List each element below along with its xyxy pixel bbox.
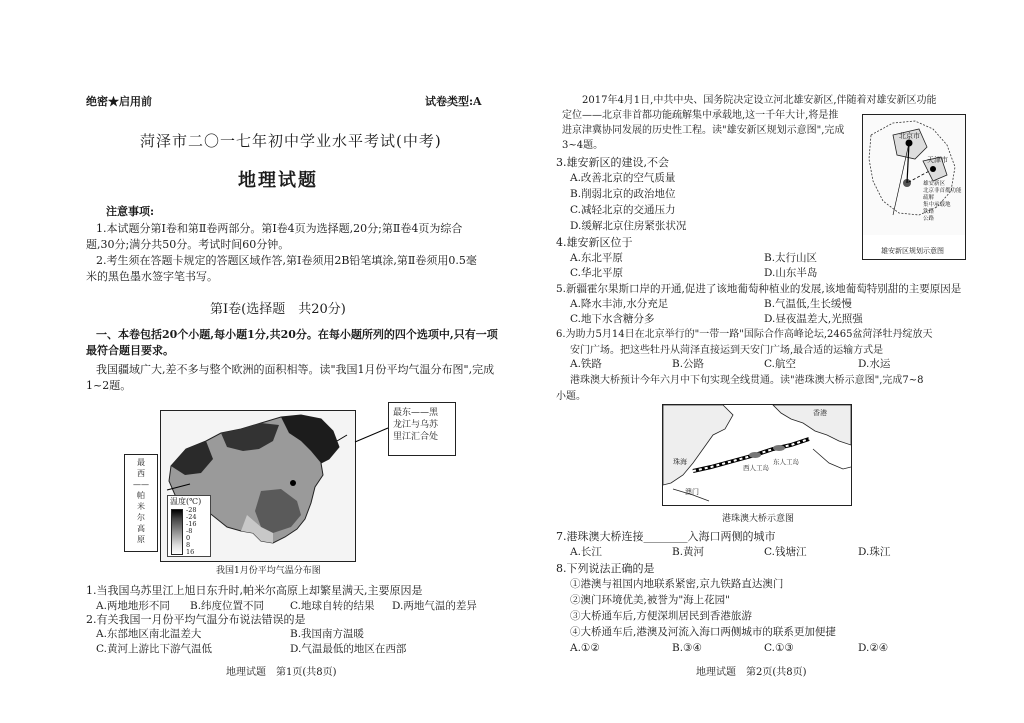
label-hongkong: 香港 [813, 409, 827, 417]
q8-statement: ②澳门环境优美,被誉为"海上花园" [570, 594, 730, 606]
legend-values [186, 507, 196, 556]
xiongan-map-caption: 雄安新区规划示意图 [881, 247, 944, 255]
q8-option-d[interactable]: D.②④ [858, 642, 889, 654]
section-instruction: 一、本卷包括20个小题,每小题1分,共20分。在每小题所列的四个选项中,只有一项 [96, 328, 498, 341]
label-beijing: 北京市 [899, 132, 920, 140]
q8-statement: ④大桥通车后,港澳及河流入海口两侧城市的联系更加便捷 [570, 626, 836, 638]
xiongan-intro: 3~4题。 [562, 140, 604, 151]
xiongan-legend-item: 公路 [923, 216, 935, 222]
legend-value: 8 [186, 541, 191, 549]
q8-statement: ①港澳与祖国内地联系紧密,京九铁路直达澳门 [570, 578, 784, 590]
q5-option-d[interactable]: D.昼夜温差大,光照强 [764, 313, 863, 325]
question-intro: 我国疆域广大,差不多与整个欧洲的面积相等。读"我国1月份平均气温分布图",完成 [96, 363, 495, 376]
label-east-island: 东人工岛 [773, 458, 799, 466]
label-tianjin: 天津市 [927, 156, 948, 164]
legend-color-ramp [171, 509, 183, 555]
q3-option-a[interactable]: A.改善北京的空气质量 [570, 172, 676, 184]
q6-option-b[interactable]: B.公路 [672, 358, 705, 370]
question-3: 3.雄安新区的建设,不会 [556, 156, 669, 169]
label-zhuhai: 珠海 [673, 458, 687, 466]
q8-option-a[interactable]: A.①② [570, 642, 600, 654]
callout-west [124, 454, 158, 552]
q5-option-c[interactable]: C.地下水含糖分多 [570, 313, 655, 325]
bridge-intro: 港珠澳大桥预计今年六月中下旬实现全线贯通。读"港珠澳大桥示意图",完成7~8 [570, 375, 924, 386]
section-instruction: 最符合题目要求。 [86, 344, 174, 357]
callout-west-char: —— [133, 480, 149, 489]
question-4: 4.雄安新区位于 [556, 236, 633, 249]
confidential-label: 绝密★启用前 [86, 95, 152, 108]
right-page [512, 0, 1024, 723]
q6-option-d[interactable]: D.水运 [858, 358, 891, 370]
q4-option-b[interactable]: B.太行山区 [764, 252, 818, 264]
q1-option-c[interactable]: C.地球自转的结果 [290, 600, 375, 612]
bridge-intro: 小题。 [556, 391, 586, 402]
bridge-map-caption: 港珠澳大桥示意图 [722, 514, 795, 524]
legend-title: 温度(℃) [170, 497, 202, 506]
callout-west-char: 帕 [137, 491, 145, 500]
part-one-title: 第Ⅰ卷(选择题 共20分) [210, 302, 346, 317]
q7-option-a[interactable]: A.长江 [570, 546, 602, 558]
callout-east-line: 最东——黑 [393, 408, 439, 418]
notice-line: 2.考生须在答题卡规定的答题区域作答,第Ⅰ卷须用2B铅笔填涂,第Ⅱ卷须用0.5毫 [96, 254, 477, 267]
notice-line: 1.本试题分第Ⅰ卷和第Ⅱ卷两部分。第Ⅰ卷4页为选择题,20分;第Ⅱ卷4页为综合 [96, 222, 463, 235]
q3-option-c[interactable]: C.减轻北京的交通压力 [570, 204, 676, 216]
bridge-map [662, 404, 852, 506]
label-macau: 澳门 [685, 488, 699, 496]
q2-option-c[interactable]: C.黄河上游比下游气温低 [96, 643, 212, 655]
callout-lines [130, 410, 420, 510]
xiongan-map [862, 114, 966, 260]
q7-option-c[interactable]: C.钱塘江 [764, 546, 807, 558]
q4-option-c[interactable]: C.华北平原 [570, 267, 623, 279]
q8-option-b[interactable]: B.③④ [672, 642, 702, 654]
notice-heading: 注意事项: [106, 205, 155, 218]
q2-option-b[interactable]: B.我国南方温暖 [290, 628, 365, 640]
callout-west-char: 高 [137, 524, 145, 533]
legend-value: 16 [186, 548, 195, 556]
callout-west-char: 最 [137, 458, 145, 467]
q7-option-d[interactable]: D.珠江 [858, 546, 891, 558]
q2-option-a[interactable]: A.东部地区南北温差大 [96, 628, 202, 640]
xiongan-legend-item: 北京非首都功能疏解 [923, 188, 962, 201]
map-caption: 我国1月份平均气温分布图 [216, 566, 321, 576]
callout-east-line: 龙江与乌苏 [393, 420, 439, 430]
legend-value: -16 [186, 520, 197, 528]
xiongan-intro: 进京津冀协同发展的历史性工程。读"雄安新区规划示意图",完成 [562, 125, 845, 136]
callout-west-char: 尔 [137, 513, 145, 522]
q1-option-b[interactable]: B.纬度位置不同 [190, 600, 265, 612]
q5-option-a[interactable]: A.降水丰沛,水分充足 [570, 298, 669, 310]
question-2: 2.有关我国一月份平均气温分布说法错误的是 [86, 613, 306, 626]
callout-west-char: 西 [137, 469, 145, 478]
q1-option-d[interactable]: D.两地气温的差异 [392, 600, 477, 612]
xiongan-legend-item: 集中承载地 [923, 202, 951, 208]
callout-west-char: 原 [137, 535, 145, 544]
q8-statement: ③大桥通车后,方便深圳居民到香港旅游 [570, 610, 752, 622]
legend-value: -24 [186, 513, 197, 521]
xiongan-legend [923, 181, 963, 223]
callout-east [388, 402, 456, 456]
question-5: 5.新疆霍尔果斯口岸的开通,促进了该地葡萄种植业的发展,该地葡萄特别甜的主要原因是 [556, 283, 962, 295]
xiongan-legend-item: 雄安新区 [923, 181, 946, 187]
q3-option-b[interactable]: B.削弱北京的政治地位 [570, 188, 676, 200]
q6-option-c[interactable]: C.航空 [764, 358, 796, 370]
question-7: 7.港珠澳大桥连接________入海口两侧的城市 [556, 530, 776, 543]
notice-line: 米的黑色墨水签字笔书写。 [86, 270, 218, 283]
callout-east-line: 里江汇合处 [393, 432, 439, 442]
legend-value: -8 [186, 527, 193, 535]
page-footer: 地理试题 第2页(共8页) [696, 667, 807, 678]
callout-west-char: 米 [137, 502, 145, 511]
subject-title: 地理试题 [238, 170, 318, 191]
xiongan-legend-item: 铁路 [923, 209, 935, 215]
q3-option-d[interactable]: D.缓解北京住房紧张状况 [570, 220, 687, 232]
page-footer: 地理试题 第1页(共8页) [226, 667, 337, 678]
q5-option-b[interactable]: B.气温低,生长缓慢 [764, 298, 852, 310]
legend-value: -28 [186, 506, 197, 514]
q2-option-d[interactable]: D.气温最低的地区在西部 [290, 643, 407, 655]
exam-title: 菏泽市二〇一七年初中学业水平考试(中考) [140, 132, 442, 150]
question-8: 8.下列说法正确的是 [556, 562, 655, 575]
question-intro: 1~2题。 [86, 379, 132, 392]
label-west-island: 西人工岛 [743, 464, 769, 472]
exam-type-label: 试卷类型:A [425, 95, 482, 108]
q4-option-d[interactable]: D.山东半岛 [764, 267, 818, 279]
q1-option-a[interactable]: A.两地地形不同 [96, 600, 170, 612]
q6-option-a[interactable]: A.铁路 [570, 358, 602, 370]
legend-value: 0 [186, 534, 191, 542]
question-6-cont: 安门广场。把这些牡丹从菏泽直接运到天安门广场,最合适的运输方式是 [570, 345, 884, 356]
notice-line: 题,30分;满分共50分。考试时间60分钟。 [86, 238, 290, 251]
q4-option-a[interactable]: A.东北平原 [570, 252, 623, 264]
q8-option-c[interactable]: C.①③ [764, 642, 794, 654]
q7-option-b[interactable]: B.黄河 [672, 546, 705, 558]
question-6: 6.为助力5月14日在北京举行的"一带一路"国际合作高峰论坛,2465盆菏泽牡丹绽放天 [556, 329, 933, 340]
xiongan-intro: 定位——北京非首都功能疏解集中承载地,这一千年大计,将是推 [562, 110, 839, 121]
question-1: 1.当我国乌苏里江上旭日东升时,帕米尔高原上却繁星满天,主要原因是 [86, 584, 423, 597]
xiongan-intro: 2017年4月1日,中共中央、国务院决定设立河北雄安新区,伴随着对雄安新区功能 [582, 95, 937, 106]
